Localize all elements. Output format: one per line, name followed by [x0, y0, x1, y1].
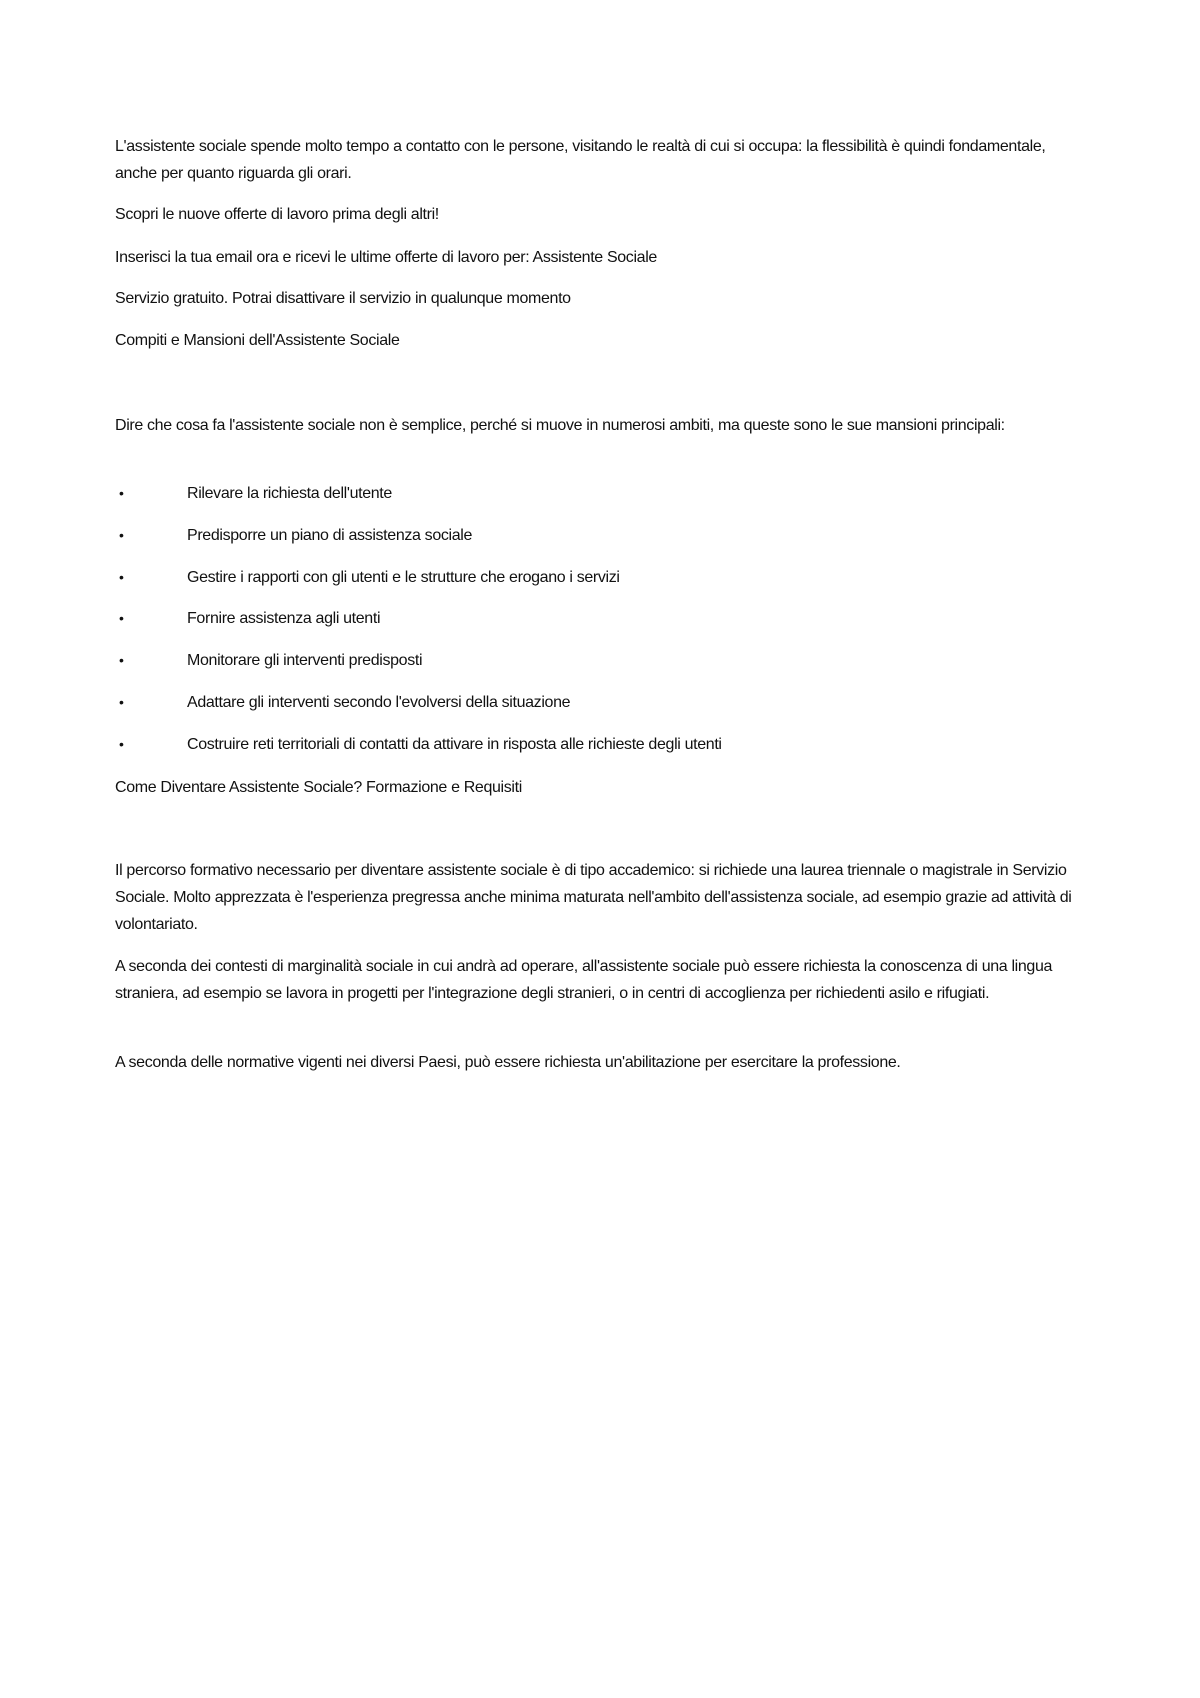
list-item-text: Costruire reti territoriali di contatti da attivare in risposta alle richieste degli utenti: [187, 735, 722, 753]
bullet-icon: •: [119, 526, 124, 543]
list-item-text: Predisporre un piano di assistenza sociale: [187, 526, 473, 544]
offers-paragraph: Scopri le nuove offerte di lavoro prima degli altri!: [115, 206, 439, 223]
training-paragraph: Il percorso formativo necessario per diventare assistente sociale è di tipo accademico: si richiede una laurea triennale o magistrale in Servizio Sociale. Molto apprezzata è l'esperienza pregressa anche minima maturata nell'ambito dell'assistenza sociale, ad esempio grazie ad attività di volontariato.: [115, 862, 1072, 933]
languages-paragraph: A seconda dei contesti di marginalità sociale in cui andrà ad operare, all'assistente sociale può essere richiesta la conoscenza di una lingua straniera, ad esempio se lavora in progetti per l'integrazione degli stranieri, o in centri di accoglienza per richiedenti asilo e rifugiati.: [115, 958, 1053, 1002]
bullet-icon: •: [119, 652, 124, 669]
list-item-text: Rilevare la richiesta dell'utente: [187, 485, 392, 502]
list-item-text: Gestire i rapporti con gli utenti e le strutture che erogano i servizi: [187, 568, 620, 586]
list-item-text: Fornire assistenza agli utenti: [187, 610, 381, 628]
bullet-icon: •: [119, 568, 124, 585]
list-item-text: Adattare gli interventi secondo l'evolversi della situazione: [187, 694, 571, 711]
bullet-icon: •: [119, 485, 124, 501]
section-heading-training: Come Diventare Assistente Sociale? Formazione e Requisiti: [115, 779, 522, 796]
section-heading-tasks: Compiti e Mansioni dell'Assistente Sociale: [115, 332, 400, 349]
bullet-icon: •: [119, 735, 124, 752]
intro-paragraph: L'assistente sociale spende molto tempo a contatto con le persone, visitando le realtà di cui si occupa: la flessibilità è quindi fondamentale, anche per quanto riguarda gli orari.: [115, 138, 1046, 182]
bullet-icon: •: [119, 694, 124, 710]
free-service-paragraph: Servizio gratuito. Potrai disattivare il servizio in qualunque momento: [115, 290, 571, 307]
list-item-text: Monitorare gli interventi predisposti: [187, 652, 423, 670]
email-paragraph: Inserisci la tua email ora e ricevi le ultime offerte di lavoro per: Assistente Sociale: [115, 249, 657, 266]
license-paragraph: A seconda delle normative vigenti nei diversi Paesi, può essere richiesta un'abilitazione per esercitare la professione.: [115, 1054, 901, 1071]
tasks-intro-paragraph: Dire che cosa fa l'assistente sociale non è semplice, perché si muove in numerosi ambiti, ma queste sono le sue mansioni principali:: [115, 417, 1005, 434]
bullet-icon: •: [119, 610, 124, 627]
